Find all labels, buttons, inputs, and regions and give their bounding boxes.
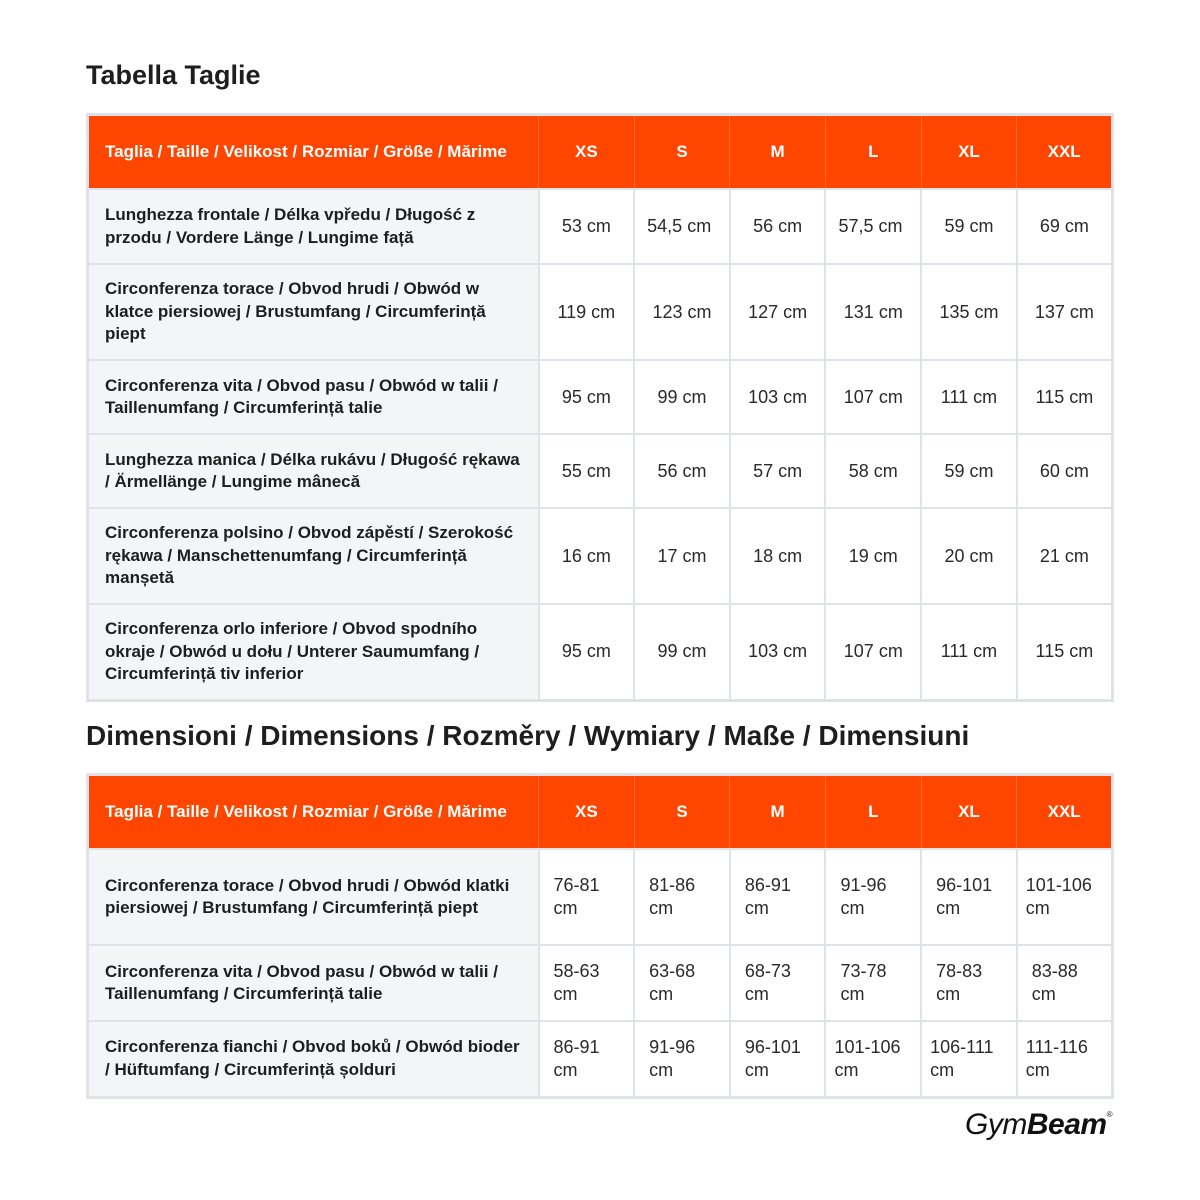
- header-size-label: Taglia / Taille / Velikost / Rozmiar / Größe / Mărime: [88, 775, 539, 850]
- header-size-label: Taglia / Taille / Velikost / Rozmiar / Größe / Mărime: [88, 115, 539, 190]
- dimensions-table: [86, 773, 1114, 1099]
- table-cell: 56 cm: [634, 434, 730, 508]
- table-cell: 99 cm: [634, 360, 730, 434]
- table-cell: 101-106 cm: [1017, 849, 1113, 945]
- table-cell: 56 cm: [730, 189, 826, 264]
- gymbeam-logo: [965, 1108, 1112, 1142]
- logo-text-beam: Beam: [1026, 1108, 1107, 1141]
- table-cell: 127 cm: [730, 264, 826, 360]
- table-cell: 111 cm: [921, 360, 1017, 434]
- table-cell: 59 cm: [921, 434, 1017, 508]
- table-row: [88, 1021, 1113, 1097]
- table-row: [88, 189, 1113, 264]
- logo-text-gym: Gym: [965, 1108, 1027, 1141]
- row-label: Circonferenza vita / Obvod pasu / Obwód w talii / Taillenumfang / Circumferință talie: [88, 360, 539, 434]
- table-cell: 119 cm: [539, 264, 635, 360]
- row-label: Circonferenza polsino / Obvod zápěstí / Szerokość rękawa / Manschettenumfang / Circumferință manșetă: [88, 508, 539, 604]
- table-cell: 17 cm: [634, 508, 730, 604]
- table-cell: 111 cm: [921, 604, 1017, 700]
- table-cell: 68-73 cm: [730, 945, 826, 1021]
- table-cell: 20 cm: [921, 508, 1017, 604]
- table-cell: 111-116 cm: [1017, 1021, 1113, 1097]
- table-cell: 96-101 cm: [730, 1021, 826, 1097]
- table-row: [88, 508, 1113, 604]
- table-cell: 18 cm: [730, 508, 826, 604]
- size-table: [86, 113, 1114, 702]
- table-cell: 123 cm: [634, 264, 730, 360]
- table-cell: 76-81 cm: [539, 849, 635, 945]
- table-cell: 58 cm: [825, 434, 921, 508]
- table-cell: 99 cm: [634, 604, 730, 700]
- table-cell: 106-111 cm: [921, 1021, 1017, 1097]
- row-label: Circonferenza torace / Obvod hrudi / Obwód klatki piersiowej / Brustumfang / Circumferință piept: [88, 849, 539, 945]
- row-label: Lunghezza manica / Délka rukávu / Długość rękawa / Ärmellänge / Lungime mânecă: [88, 434, 539, 508]
- header-size-m: M: [730, 115, 826, 190]
- row-label: Lunghezza frontale / Délka vpředu / Długość z przodu / Vordere Länge / Lungime față: [88, 189, 539, 264]
- table-cell: 103 cm: [730, 360, 826, 434]
- table-cell: 54,5 cm: [634, 189, 730, 264]
- size-table-header-row: [88, 115, 1113, 190]
- header-size-xl: XL: [921, 115, 1017, 190]
- table-cell: 83-88 cm: [1017, 945, 1113, 1021]
- table-cell: 16 cm: [539, 508, 635, 604]
- row-label: Circonferenza vita / Obvod pasu / Obwód w talii / Taillenumfang / Circumferință talie: [88, 945, 539, 1021]
- table-row: [88, 264, 1113, 360]
- table-cell: 96-101 cm: [921, 849, 1017, 945]
- table-cell: 81-86 cm: [634, 849, 730, 945]
- table-cell: 135 cm: [921, 264, 1017, 360]
- table-cell: 137 cm: [1017, 264, 1113, 360]
- dimensions-table-header-row: [88, 775, 1113, 850]
- table-cell: 86-91 cm: [730, 849, 826, 945]
- table-cell: 69 cm: [1017, 189, 1113, 264]
- table-row: [88, 945, 1113, 1021]
- table-cell: 115 cm: [1017, 360, 1113, 434]
- table-cell: 60 cm: [1017, 434, 1113, 508]
- table-cell: 21 cm: [1017, 508, 1113, 604]
- header-size-xl: XL: [921, 775, 1017, 850]
- row-label: Circonferenza orlo inferiore / Obvod spodního okraje / Obwód u dołu / Unterer Saumumfang / Circumferință tiv inferior: [88, 604, 539, 700]
- header-size-xxl: XXL: [1017, 775, 1113, 850]
- table-cell: 86-91 cm: [539, 1021, 635, 1097]
- table-cell: 53 cm: [539, 189, 635, 264]
- table-cell: 78-83 cm: [921, 945, 1017, 1021]
- table-cell: 107 cm: [825, 360, 921, 434]
- table-cell: 107 cm: [825, 604, 921, 700]
- table-cell: 57 cm: [730, 434, 826, 508]
- header-size-l: L: [825, 775, 921, 850]
- table-cell: 59 cm: [921, 189, 1017, 264]
- table-row: [88, 604, 1113, 700]
- table-cell: 19 cm: [825, 508, 921, 604]
- section-title: Dimensioni / Dimensions / Rozměry / Wymiary / Maße / Dimensiuni: [86, 720, 970, 751]
- header-size-xs: XS: [539, 775, 635, 850]
- table-cell: 91-96 cm: [634, 1021, 730, 1097]
- table-cell: 57,5 cm: [825, 189, 921, 264]
- table-cell: 101-106 cm: [825, 1021, 921, 1097]
- registered-mark: ®: [1106, 1110, 1112, 1119]
- row-label: Circonferenza fianchi / Obvod boků / Obwód bioder / Hüftumfang / Circumferință șolduri: [88, 1021, 539, 1097]
- table-cell: 95 cm: [539, 360, 635, 434]
- table-row: [88, 434, 1113, 508]
- header-size-l: L: [825, 115, 921, 190]
- table-cell: 58-63 cm: [539, 945, 635, 1021]
- page-title: Tabella Taglie: [86, 60, 261, 90]
- row-label: Circonferenza torace / Obvod hrudi / Obwód w klatce piersiowej / Brustumfang / Circumferință piept: [88, 264, 539, 360]
- table-cell: 95 cm: [539, 604, 635, 700]
- table-cell: 73-78 cm: [825, 945, 921, 1021]
- table-row: [88, 849, 1113, 945]
- table-cell: 131 cm: [825, 264, 921, 360]
- table-cell: 55 cm: [539, 434, 635, 508]
- table-row: [88, 360, 1113, 434]
- header-size-xs: XS: [539, 115, 635, 190]
- table-cell: 63-68 cm: [634, 945, 730, 1021]
- header-size-s: S: [634, 775, 730, 850]
- header-size-m: M: [730, 775, 826, 850]
- header-size-s: S: [634, 115, 730, 190]
- table-cell: 91-96 cm: [825, 849, 921, 945]
- table-cell: 103 cm: [730, 604, 826, 700]
- table-cell: 115 cm: [1017, 604, 1113, 700]
- header-size-xxl: XXL: [1017, 115, 1113, 190]
